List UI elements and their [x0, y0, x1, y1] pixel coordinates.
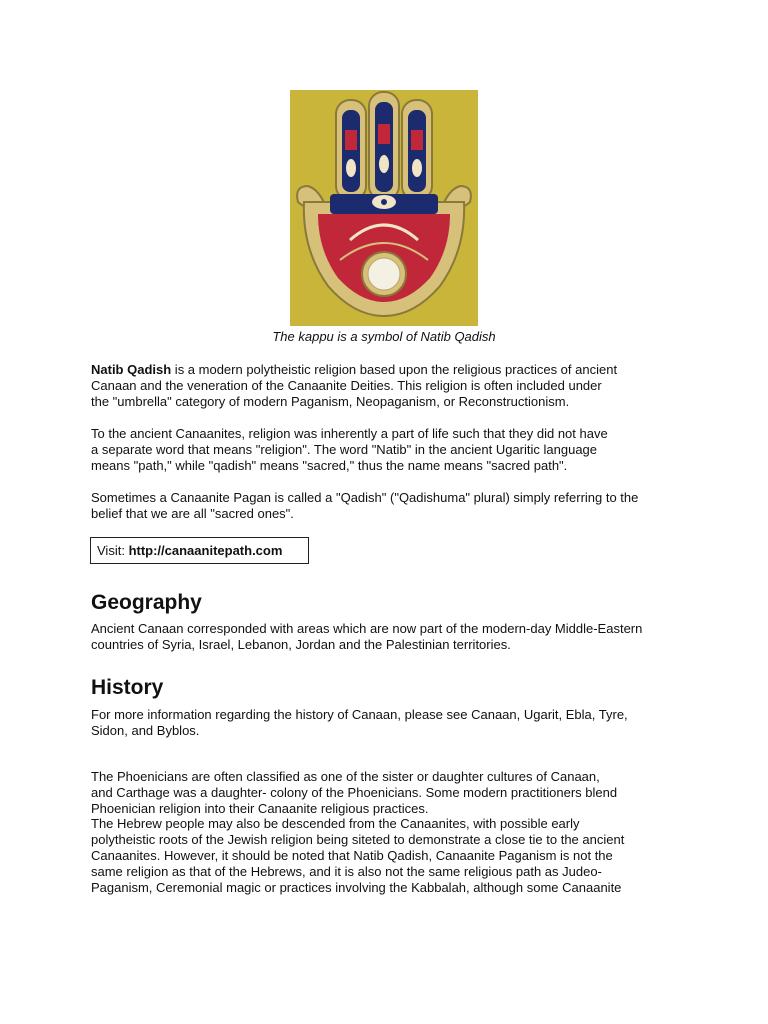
- paragraph-line: means "path," while "qadish" means "sacred," thus the name means "sacred path".: [91, 458, 568, 473]
- paragraph-line: polytheistic roots of the Jewish religion being siteted to demonstrate a close tie to the ancient: [91, 832, 625, 847]
- paragraph-line: The Phoenicians are often classified as one of the sister or daughter cultures of Canaan,: [91, 769, 600, 784]
- image-caption: The kappu is a symbol of Natib Qadish: [272, 329, 496, 344]
- paragraph-line: countries of Syria, Israel, Lebanon, Jordan and the Palestinian territories.: [91, 637, 511, 652]
- paragraph-line: Ancient Canaan corresponded with areas which are now part of the modern-day Middle-Eastern: [91, 621, 643, 636]
- paragraph-line: a separate word that means "religion". The word "Natib" in the ancient Ugaritic language: [91, 442, 598, 457]
- geography-paragraph: [91, 621, 691, 653]
- history-heading: History: [91, 676, 164, 699]
- intro-line: Canaan and the veneration of the Canaanite Deities. This religion is often included under: [91, 378, 602, 393]
- religion-paragraph: [91, 426, 691, 474]
- hamsa-icon: [290, 90, 478, 326]
- paragraph-line: and Carthage was a daughter- colony of the Phoenicians. Some modern practitioners blend: [91, 785, 618, 800]
- visit-box: [90, 537, 309, 564]
- history-paragraph-2: [91, 769, 691, 817]
- paragraph-line: same religion as that of the Hebrews, and it is also not the same religious path as Judeo-: [91, 864, 602, 879]
- paragraph-line: To the ancient Canaanites, religion was inherently a part of life such that they did not have: [91, 426, 608, 441]
- kappu-image: [290, 90, 478, 326]
- intro-bold-term: Natib Qadish: [91, 362, 172, 377]
- paragraph-line: Sometimes a Canaanite Pagan is called a "Qadish" ("Qadishuma" plural) simply referring to the: [91, 490, 639, 505]
- visit-label: Visit:: [97, 543, 129, 558]
- paragraph-line: Canaanites. However, it should be noted that Natib Qadish, Canaanite Paganism is not the: [91, 848, 613, 863]
- website-link[interactable]: http://canaanitepath.com: [128, 543, 283, 558]
- paragraph-line: Phoenician religion into their Canaanite religious practices.: [91, 801, 429, 816]
- paragraph-line: For more information regarding the history of Canaan, please see Canaan, Ugarit, Ebla, Tyre,: [91, 707, 628, 722]
- intro-line: is a modern polytheistic religion based upon the religious practices of ancient: [171, 362, 618, 377]
- paragraph-line: Sidon, and Byblos.: [91, 723, 200, 738]
- paragraph-line: Paganism, Ceremonial magic or practices involving the Kabbalah, although some Canaanite: [91, 880, 622, 895]
- paragraph-line: The Hebrew people may also be descended from the Canaanites, with possible early: [91, 816, 580, 831]
- intro-paragraph: [91, 362, 691, 410]
- qadish-paragraph: [91, 490, 691, 522]
- history-paragraph-1: [91, 707, 691, 739]
- geography-heading: Geography: [91, 591, 202, 614]
- history-paragraph-3: [91, 816, 691, 896]
- paragraph-line: belief that we are all "sacred ones".: [91, 506, 294, 521]
- intro-line: the "umbrella" category of modern Paganism, Neopaganism, or Reconstructionism.: [91, 394, 570, 409]
